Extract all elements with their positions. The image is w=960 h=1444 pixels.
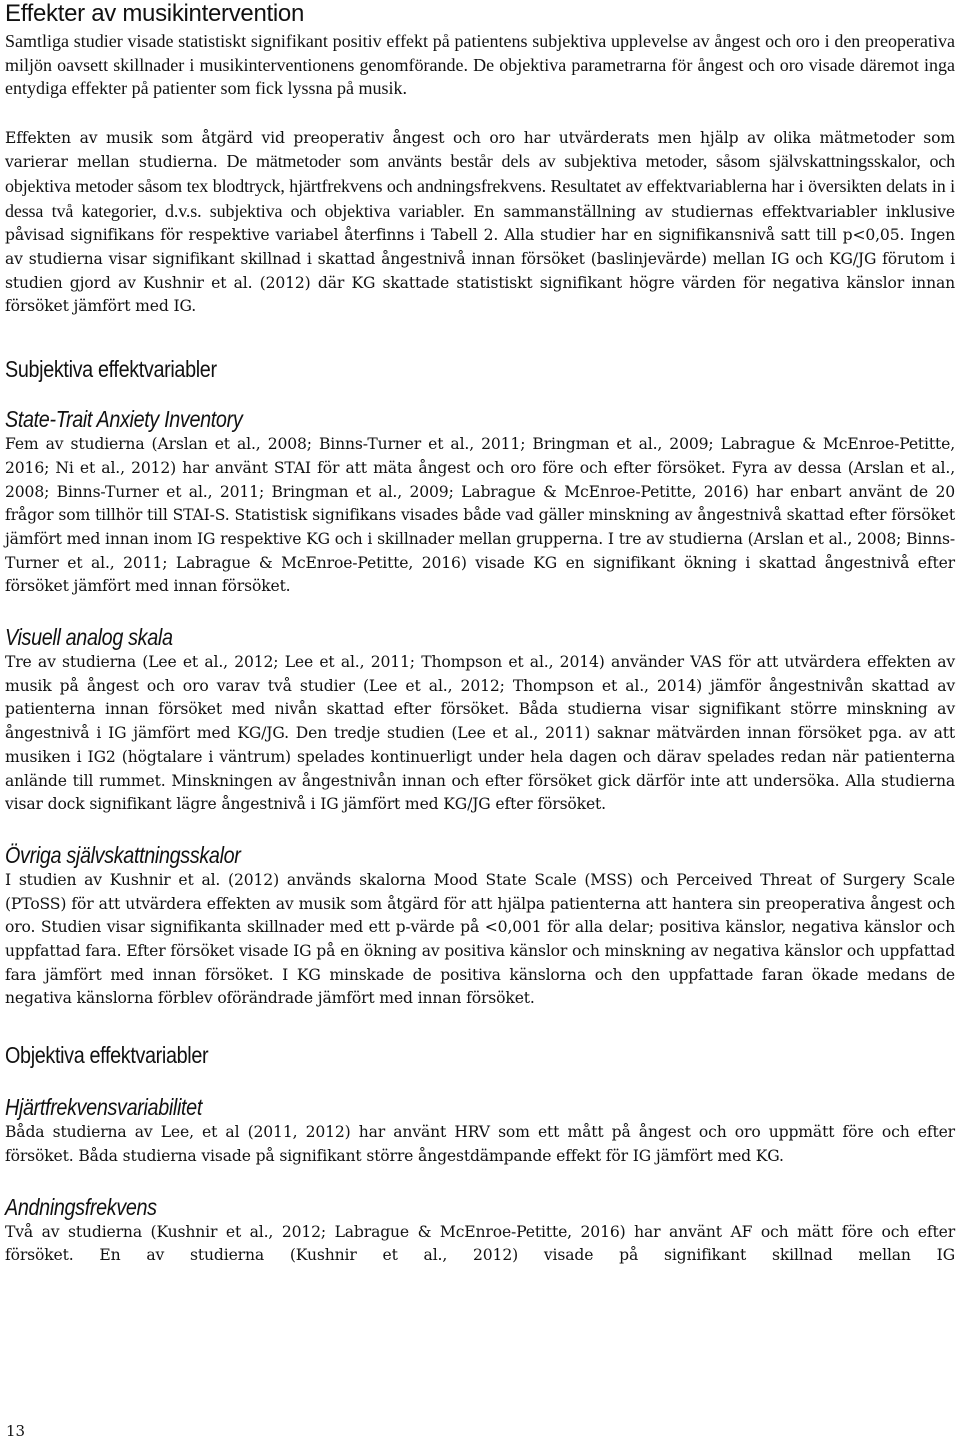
stai-paragraph: Fem av studierna (Arslan et al., 2008; Binns-Turner et al., 2011; Bringman et al., 2009; Labrague & McEnroe-Petitte, 2016; Ni et al., 2012) har använt STAI för att mäta ångest och oro före och efter försöket. Fyra av dessa (Arslan et al., 2008; Binns-Turner et al., 2011; Bringman et al., 2009; Labrague & McEnroe-Petitte, 2016) har enbart använt de 20 frågor som tillhör till STAI-S. Statistisk signifikans visades både vad gäller minskning av ångestnivå skattad efter försöket jämfört med innan inom IG respektive KG och i skillnader mellan grupperna. I tre av studierna (Arslan et al., 2008; Binns-Turner et al., 2011; Labrague & McEnroe-Petitte, 2016) visade KG en signifikant ökning i skattad ångestnivå efter försöket jämfört med innan försöket. <box>5 435 955 596</box>
methods-text-1: Effekten av musik som åtgärd vid preoperativ ångest och oro har utvärderats men hjälp av olika mätmetoder som varierar mellan studierna. <box>5 128 955 172</box>
methods-text-3: En sammanställning av studiernas effektvariabler inklusive påvisad signifikans för respektive variabel återfinns i Tabell 2. Alla studier har en signifikansnivå satt till p<0,05. <box>5 202 956 245</box>
spacer <box>5 817 955 841</box>
document-page <box>5 0 955 1268</box>
spacer <box>5 383 955 405</box>
heading-vas: Visuell analog skala <box>5 624 173 651</box>
page-number: 13 <box>6 1422 26 1440</box>
heading-respiration: Andningsfrekvens <box>5 1193 157 1220</box>
spacer <box>5 599 955 623</box>
methods-text-2: De mätmetoder som använts består dels av subjektiva metoder, såsom självskattningsskalor, och objektiva metoder såsom tex blodtryck, hjärtfrekvens och andningsfrekvens. Resultatet av effektvariablerna har i översikten delats in i dessa två kategorier, d.v.s. subjektiva och objektiva variabler. <box>5 151 955 221</box>
page-title: Effekter av musikintervention <box>5 0 304 27</box>
heading-objective: Objektiva effektvariabler <box>5 1042 209 1069</box>
vas-paragraph: Tre av studierna (Lee et al., 2012; Lee et al., 2011; Thompson et al., 2014) använder VAS för att utvärdera effekten av musik på ångest och oro varav två studier (Lee et al., 2012; Thompson et al., 2014) jämför ångestnivån skattad av patienterna innan försöket med nivån skattad efter försöket. Båda studierna visar signifikant större minskning av ångestnivå i IG jämfört med KG/JG. Den tredje studien (Lee et al., 2011) saknar mätvärden innan försöket pga. av att musiken i IG2 (högtalare i väntrum) spelades kontinuerligt under hela dagen och därav spelades redan när patienterna anlände till rummet. Minskningen av ångestnivån innan och efter försöket gick därför inte att undersöka. Alla studierna visar dock signifikant lägre ångestnivå i IG jämfört med KG/JG efter försöket. <box>5 653 955 814</box>
heading-subjective: Subjektiva effektvariabler <box>5 356 217 383</box>
respiration-paragraph: Två av studierna (Kushnir et al., 2012; Labrague & McEnroe-Petitte, 2016) har använt AF och mätt före och efter försöket. En av studierna (Kushnir et al., 2012) visade på signifikant skillnad mellan IG <box>5 1222 955 1265</box>
methods-text-4: Ingen av studierna visar signifikant skillnad i skattad ångestnivå innan försöket (baslinjevärde) mellan IG och KG/JG förutom i studien gjord av Kushnir et al. (2012) där KG skattade statistiskt signifikant högre värden för negativa känslor innan försöket jämfört med IG. <box>5 226 955 316</box>
spacer <box>5 101 955 127</box>
hrv-paragraph: Båda studierna av Lee, et al (2011, 2012) har använt HRV som ett mått på ångest och oro uppmätt före och efter försöket. Båda studierna visade på signifikant större ångestdämpande effekt för IG jämfört med KG. <box>5 1123 955 1165</box>
heading-other-scales: Övriga självskattningsskalor <box>5 841 241 868</box>
heading-hrv: Hjärtfrekvensvariabilitet <box>5 1094 202 1121</box>
intro-paragraph: Samtliga studier visade statistiskt signifikant positiv effekt på patientens subjektiva upplevelse av ångest och oro i den preoperativa miljön oavsett skillnader i musikinterventionens genomförande. De objektiva parametrarna för ångest och oro visade däremot inga entydiga effekter på patienter som fick lyssna på musik. <box>5 31 955 98</box>
spacer <box>5 1169 955 1193</box>
spacer <box>5 1011 955 1041</box>
other-scales-paragraph: I studien av Kushnir et al. (2012) används skalorna Mood State Scale (MSS) och Perceived Threat of Surgery Scale (PToSS) för att utvärdera effekten av musik som åtgärd för att hjälpa patienterna att hantera sin preoperativa ångest och oro. Studien visar signifikanta skillnader med ett p-värde på <0,001 för alla delar; positiva känslor, negativa känslor och uppfattad fara. Efter försöket visade IG på en ökning av positiva känslor och minskning av negativa känslor och uppfattad fara jämfört med innan försöket. I KG minskade de positiva känslorna och den uppfattade faran ökade medans de negativa känslorna förblev oförändrade jämfört med innan försöket. <box>5 870 955 1008</box>
methods-paragraph <box>5 127 955 320</box>
spacer <box>5 1069 955 1093</box>
heading-stai: State-Trait Anxiety Inventory <box>5 406 243 433</box>
spacer <box>5 319 955 355</box>
